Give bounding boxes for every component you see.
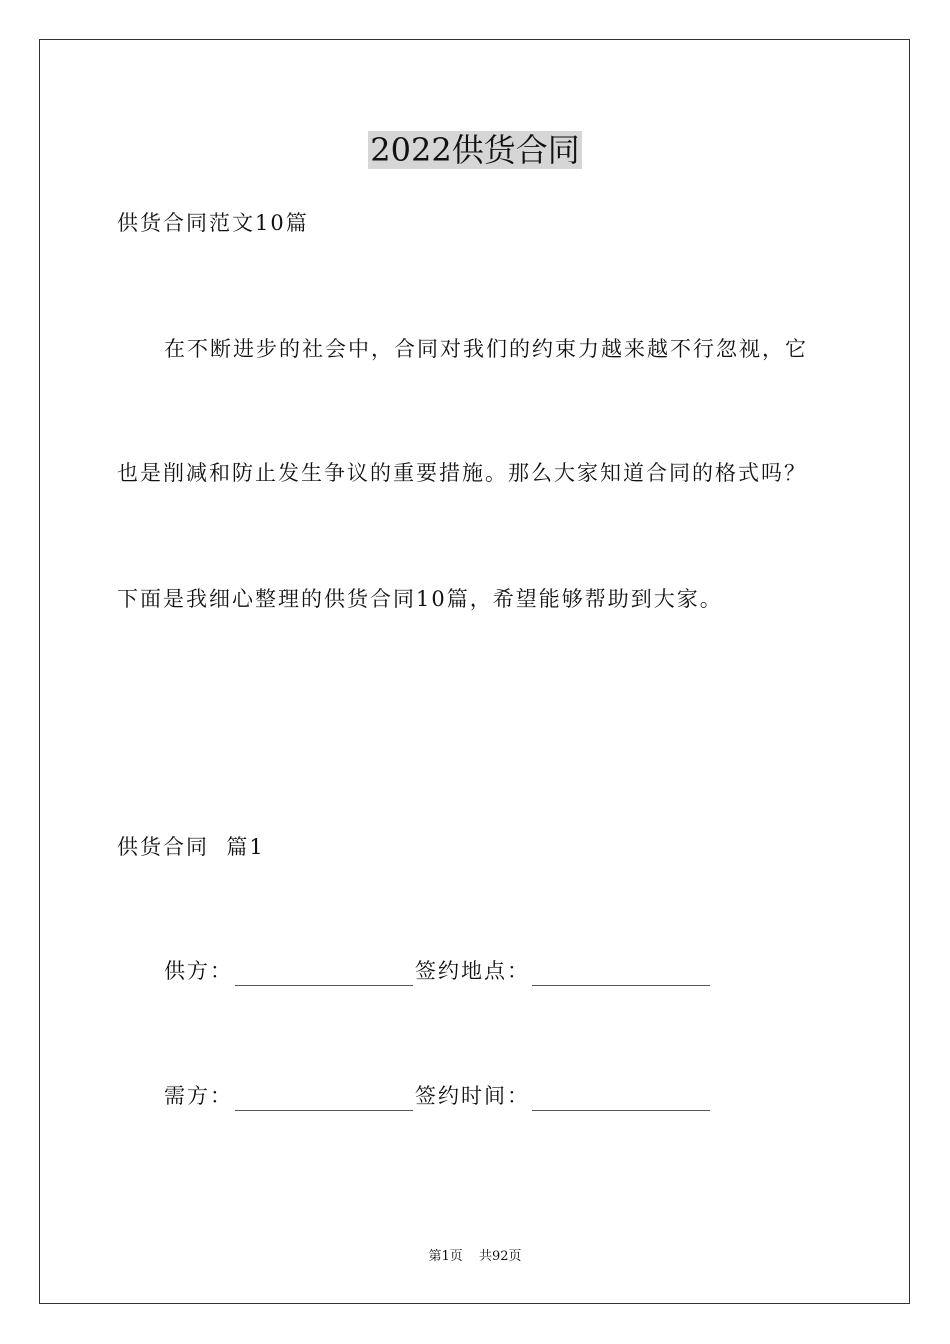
buyer-blank bbox=[235, 1088, 413, 1111]
page-number-current: 第1页 bbox=[428, 1249, 463, 1264]
sign-time-blank bbox=[532, 1088, 710, 1111]
buyer-row bbox=[164, 1081, 712, 1111]
document-subtitle: 供货合同范文10篇 bbox=[117, 211, 309, 235]
sign-place-label: 签约地点： bbox=[415, 959, 530, 983]
page-footer bbox=[0, 1248, 950, 1266]
sign-time-label: 签约时间： bbox=[415, 1084, 530, 1108]
document-title-text: 2022供货合同 bbox=[370, 131, 580, 169]
section-heading: 供货合同 篇1 bbox=[117, 835, 265, 859]
buyer-label: 需方： bbox=[164, 1084, 233, 1108]
intro-paragraph-line-1: 在不断进步的社会中，合同对我们的约束力越来越不行忽视，它 bbox=[164, 337, 808, 361]
intro-paragraph-line-3: 下面是我细心整理的供货合同10篇，希望能够帮助到大家。 bbox=[117, 587, 723, 611]
page-number-total: 共92页 bbox=[478, 1249, 522, 1264]
intro-paragraph-line-2: 也是削减和防止发生争议的重要措施。那么大家知道合同的格式吗？ bbox=[117, 461, 807, 485]
supplier-blank bbox=[235, 963, 413, 986]
supplier-row bbox=[164, 956, 712, 986]
document-title bbox=[0, 128, 950, 172]
sign-place-blank bbox=[532, 963, 710, 986]
supplier-label: 供方： bbox=[164, 959, 233, 983]
